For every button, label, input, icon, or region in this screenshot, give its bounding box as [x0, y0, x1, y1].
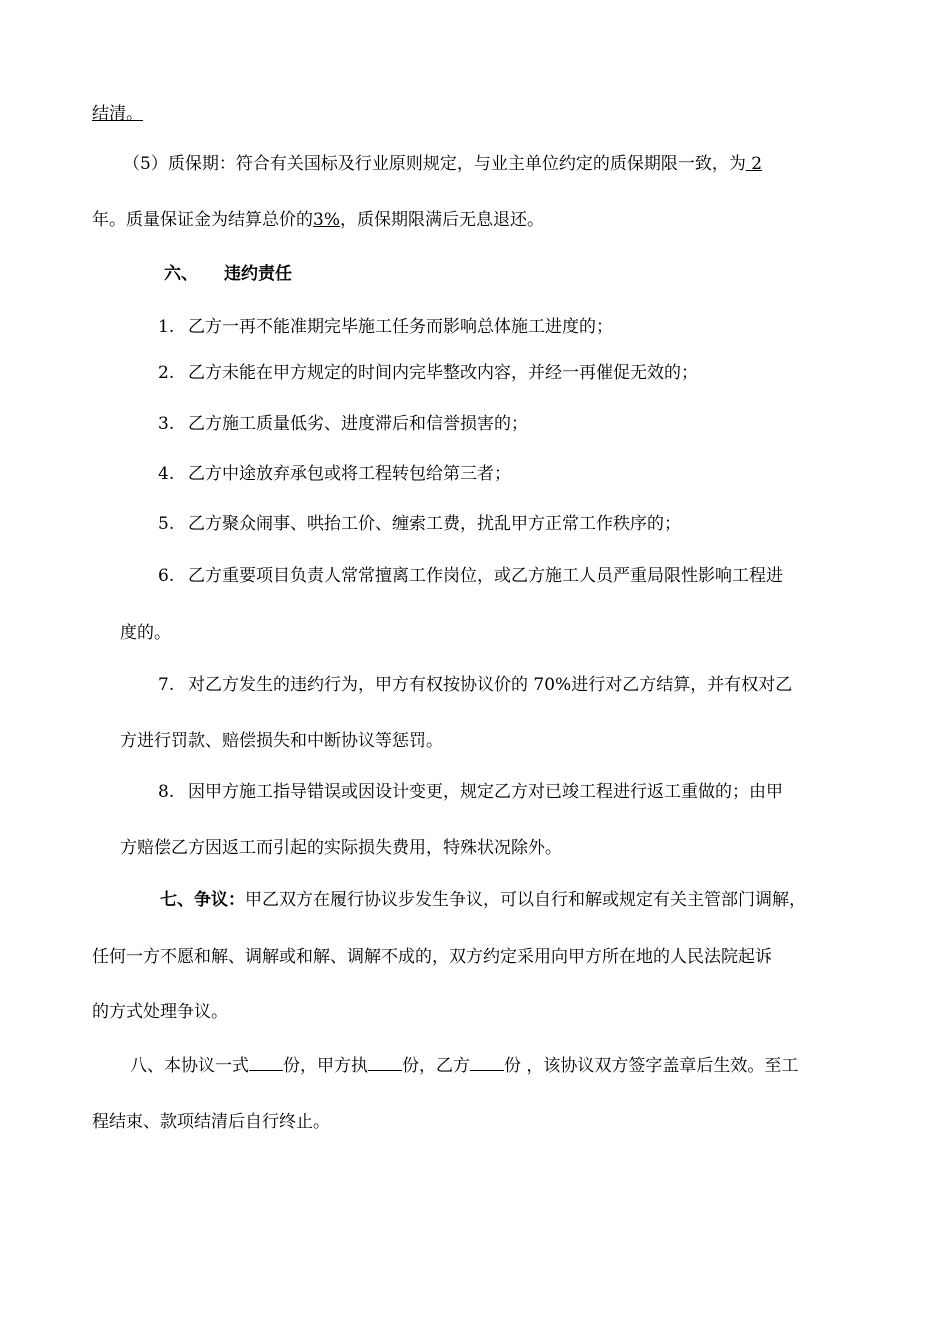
- dispute-clause-line3: 的方式处理争议。: [92, 1002, 228, 1022]
- copies-total-blank: [249, 1054, 283, 1071]
- copies-clause-line2: 程结束、款项结清后自行终止。: [92, 1112, 330, 1132]
- list-item: 8. 因甲方施工指导错误或因设计变更，规定乙方对已竣工程进行返工重做的；由甲: [158, 782, 783, 802]
- warranty-years: 2: [751, 154, 763, 174]
- section-number: 六、: [164, 264, 198, 284]
- warranty-percent: 3%: [313, 210, 340, 230]
- warranty-text-2: 年。质量保证金为结算总价的: [92, 210, 313, 230]
- list-item: 4. 乙方中途放弃承包或将工程转包给第三者；: [158, 464, 511, 484]
- warranty-clause-line1: [123, 152, 762, 176]
- warranty-clause-line2: [92, 208, 544, 232]
- list-item: 2. 乙方未能在甲方规定的时间内完毕整改内容，并经一再催促无效的；: [158, 363, 698, 383]
- section-title: 违约责任: [224, 264, 292, 284]
- dispute-clause-line2: 任何一方不愿和解、调解或和解、调解不成的，双方约定采用向甲方所在地的人民法院起诉: [92, 947, 772, 967]
- list-item-continuation: 度的。: [120, 623, 171, 643]
- list-item: 5. 乙方聚众闹事、哄抬工价、缠索工费，扰乱甲方正常工作秩序的；: [158, 514, 681, 534]
- list-item: 6. 乙方重要项目负责人常常擅离工作岗位，或乙方施工人员严重局限性影响工程进: [158, 566, 783, 586]
- copies-party-a-blank: [368, 1054, 402, 1071]
- section-heading-breach: [164, 262, 292, 286]
- dispute-clause-line1: 七、争议：甲乙双方在履行协议步发生争议，可以自行和解或规定有关主管部门调解，: [160, 890, 806, 910]
- copies-party-b-blank: [470, 1054, 504, 1071]
- list-item: 1. 乙方一再不能准期完毕施工任务而影响总体施工进度的；: [158, 317, 613, 337]
- list-item: 7. 对乙方发生的违约行为，甲方有权按协议价的 70%进行对乙方结算，并有权对乙: [158, 675, 793, 695]
- dispute-label: 七、争议：: [160, 890, 245, 910]
- paragraph-continuation: 结清。: [92, 104, 143, 124]
- list-item-continuation: 方赔偿乙方因返工而引起的实际损失费用，特殊状况除外。: [120, 838, 562, 858]
- list-item-continuation: 方进行罚款、赔偿损失和中断协议等惩罚。: [120, 731, 443, 751]
- warranty-text-3: ，质保期限满后无息退还。: [339, 210, 544, 230]
- warranty-text: （5）质保期：符合有关国标及行业原则规定，与业主单位约定的质保期限一致，为: [123, 154, 746, 174]
- list-item: 3. 乙方施工质量低劣、进度滞后和信誉损害的；: [158, 414, 528, 434]
- copies-clause-line1: 八、本协议一式 份，甲方执 份，乙方 份 ，该协议双方签字盖章后生效。至工: [130, 1056, 799, 1076]
